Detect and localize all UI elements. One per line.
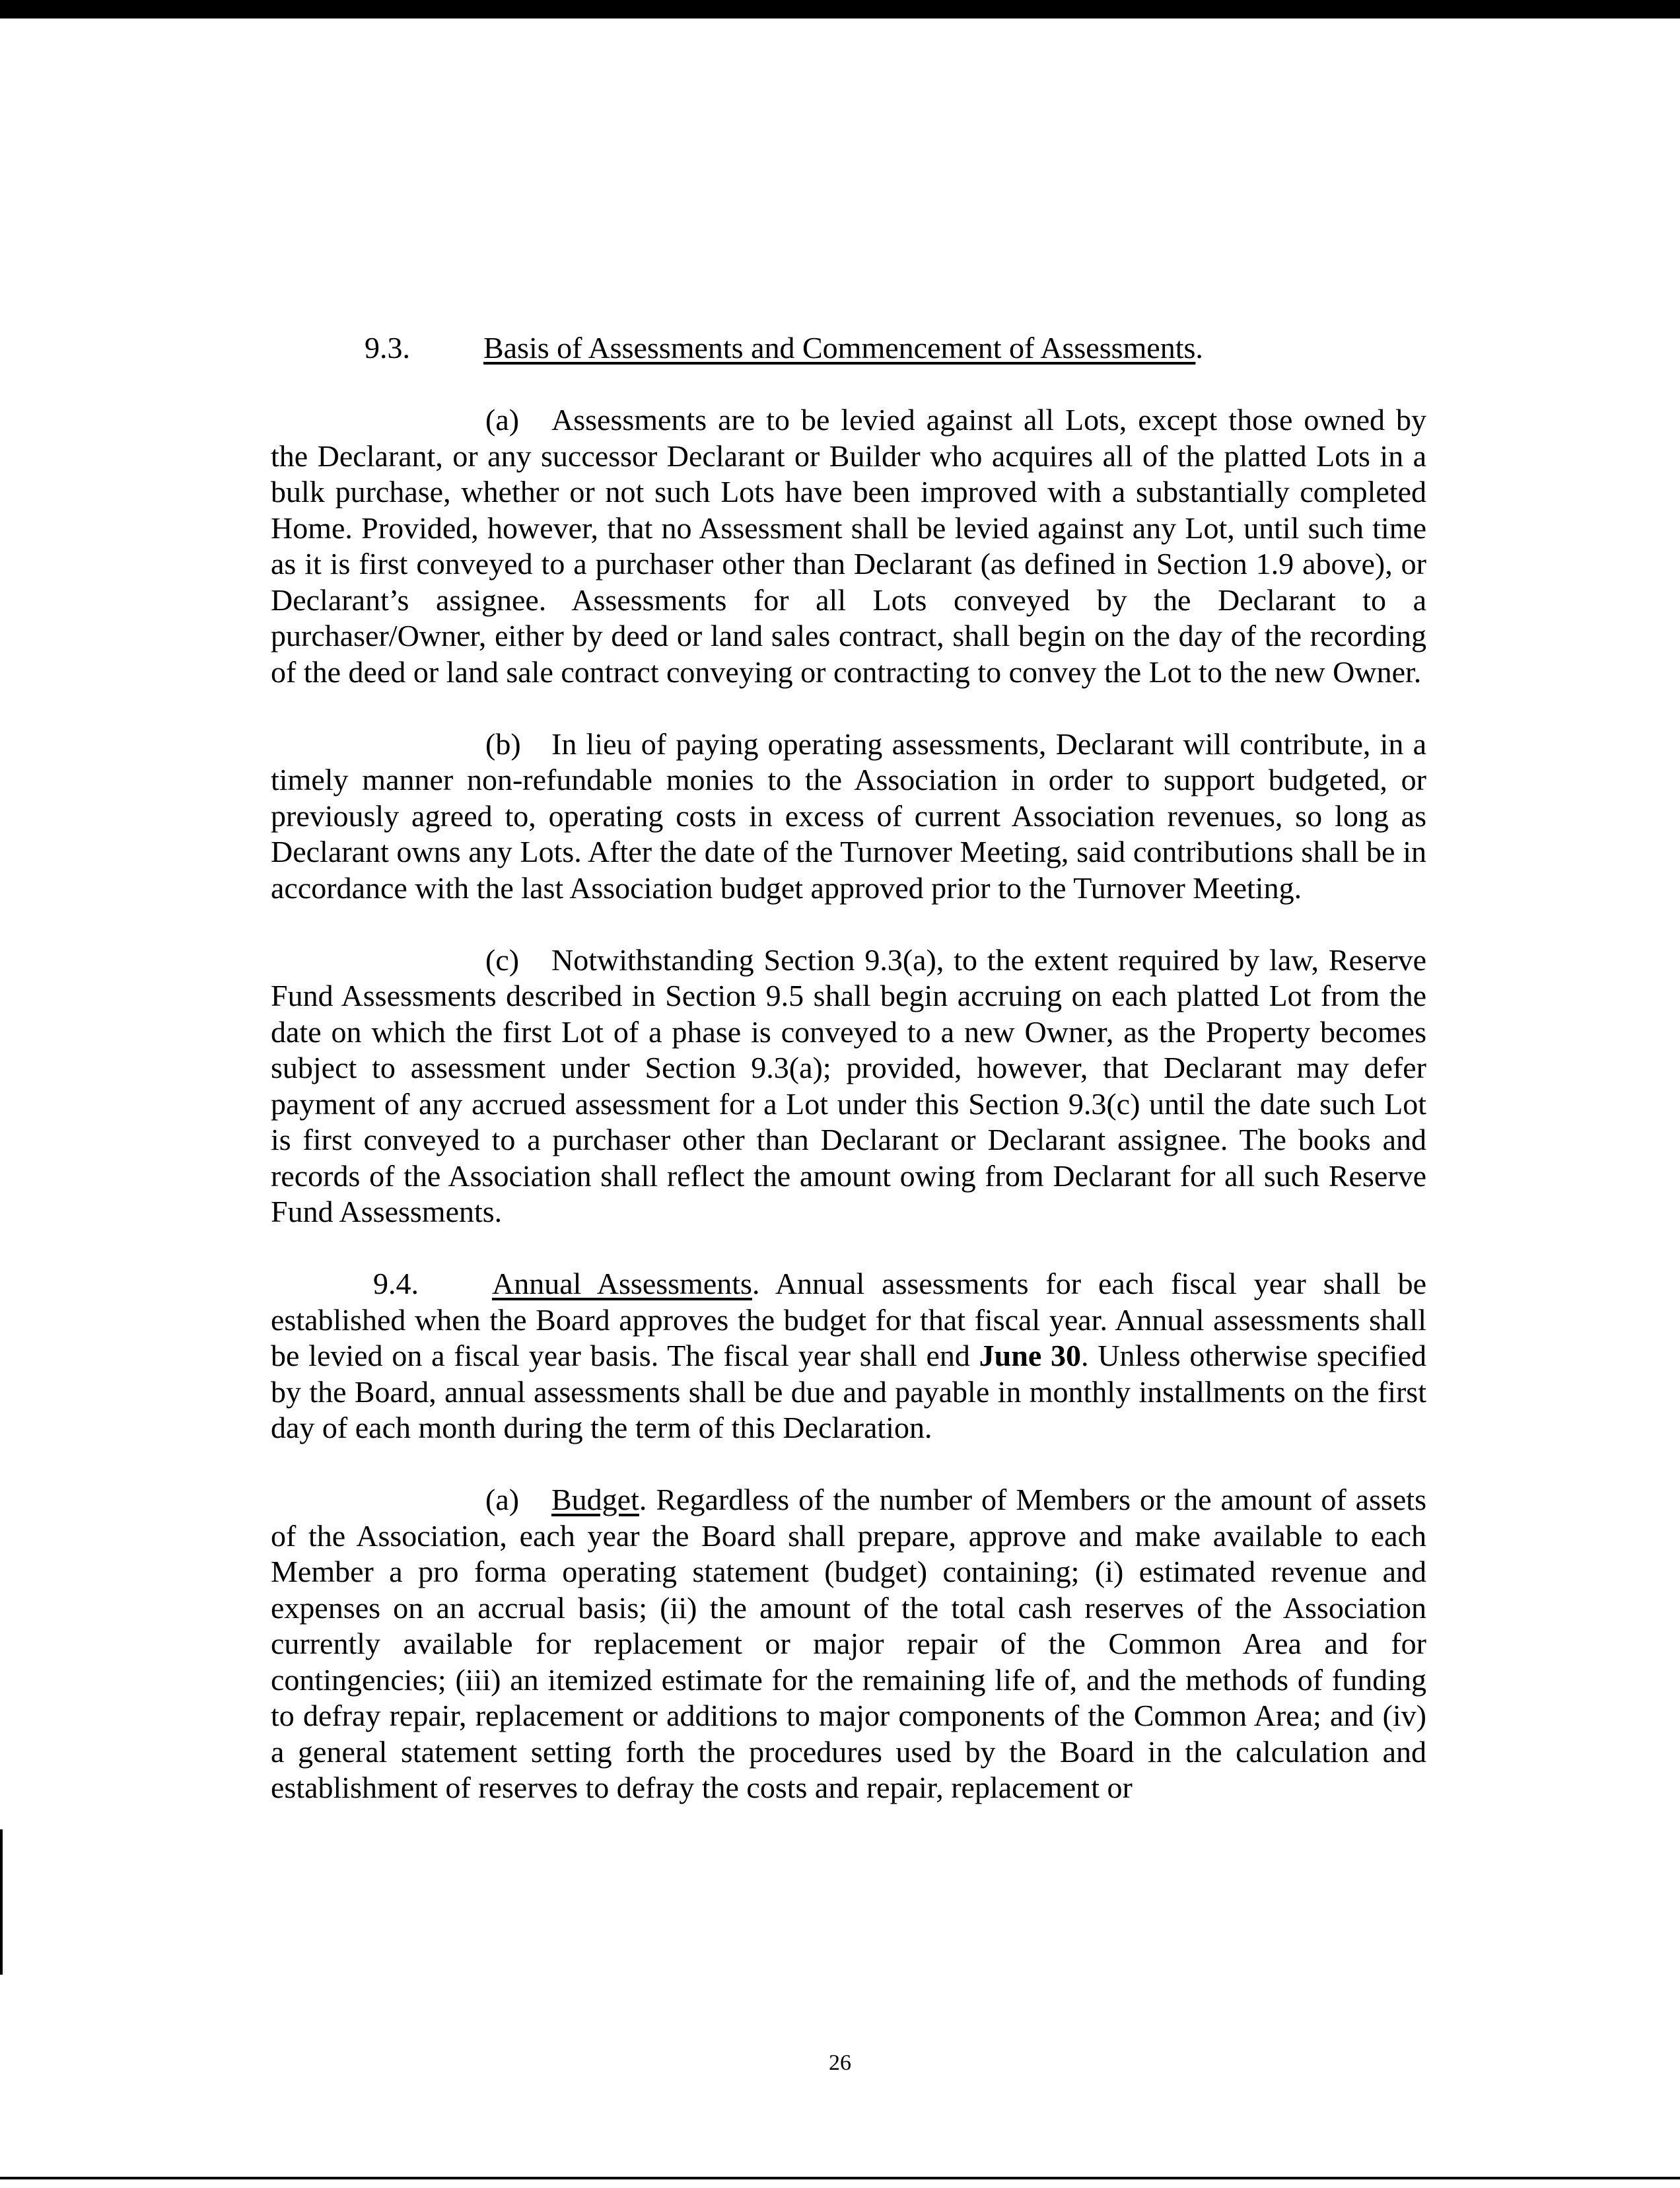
paragraph-title: Budget <box>551 1483 639 1516</box>
paragraph-label: (a) <box>485 1483 520 1516</box>
scan-top-border <box>0 0 1680 18</box>
section-title: Annual Assessments <box>492 1267 752 1300</box>
paragraph-text-continued: . Unless otherwise specified by the Board, annual assessments shall be due and payable in monthly installments on the first day of each month during the term of this Declaration. <box>271 1339 1426 1444</box>
paragraph-9-4-a <box>271 1482 1426 1806</box>
paragraph-text: Assessments are to be levied against all Lots, except those owned by the Declarant, or any successor Declarant or Builder who acquires all of the platted Lots in a bulk purchase, whether or not such Lots have been improved with a substantially completed Home. Provided, however, that no Assessment shall be levied against any Lot, until such time as it is first conveyed to a purchaser other than Declarant (as defined in Section 1.9 above), or Declarant’s assignee. Assessments for all Lots conveyed by the Declarant to a purchaser/Owner, either by deed or land sales contract, shall begin on the day of the recording of the deed or land sale contract conveying or contracting to convey the Lot to the new Owner. <box>271 403 1426 689</box>
paragraph-text: . Annual assessments for each fiscal year shall be established when the Board approves the budget for that fiscal year. Annual assessments shall be levied on a fiscal year basis. The fiscal year shall end <box>271 1267 1427 1372</box>
scan-left-edge-mark <box>0 1829 3 1975</box>
page-number: 26 <box>829 2051 851 2075</box>
paragraph-9-3-a <box>271 402 1426 690</box>
paragraph-9-3-c <box>271 942 1426 1230</box>
section-title: Basis of Assessments and Commencement of Assessments <box>483 331 1196 365</box>
paragraph-text: Notwithstanding Section 9.3(a), to the extent required by law, Reserve Fund Assessments described in Section 9.5 shall begin accruing on each platted Lot from the date on which the first Lot of a phase is conveyed to a new Owner, as the Property becomes subject to assessment under Section 9.3(a); provided, however, that Declarant may defer payment of any accrued assessment for a Lot under this Section 9.3(c) until the date such Lot is first conveyed to a purchaser other than Declarant or Declarant assignee. The books and records of the Association shall reflect the amount owing from Declarant for all such Reserve Fund Assessments. <box>271 942 1426 1228</box>
paragraph-text: . Regardless of the number of Members or the amount of assets of the Association, each year the Board shall prepare, approve and make available to each Member a pro forma operating statement (budget) containing; (i) estimated revenue and expenses on an accrual basis; (ii) the amount of the total cash reserves of the Association currently available for replacement or major repair of the Common Area and for contingencies; (iii) an itemized estimate for the remaining life of, and the methods of funding to defray repair, replacement or additions to major components of the Common Area; and (iv) a general statement setting forth the procedures used by the Board in the calculation and establishment of reserves to defray the costs and repair, replacement or <box>271 1483 1426 1804</box>
document-body <box>271 330 1426 1806</box>
section-9-4-paragraph <box>271 1266 1426 1446</box>
paragraph-text: In lieu of paying operating assessments, Declarant will contribute, in a timely manner non-refundable monies to the Association in order to support budgeted, or previously agreed to, operating costs in excess of current Association revenues, so long as Declarant owns any Lots. After the date of the Turnover Meeting, said contributions shall be in accordance with the last Association budget approved prior to the Turnover Meeting. <box>271 726 1426 905</box>
section-9-3-heading <box>271 330 1426 367</box>
paragraph-label: (c) <box>485 942 520 977</box>
section-number: 9.3. <box>365 331 410 365</box>
paragraph-label: (a) <box>485 403 520 437</box>
scan-bottom-border <box>0 2177 1680 2179</box>
paragraph-label: (b) <box>485 726 521 761</box>
section-number: 9.4. <box>373 1267 419 1300</box>
paragraph-9-3-b <box>271 726 1426 907</box>
section-title-period: . <box>1195 331 1203 365</box>
fiscal-year-end-date: June 30 <box>979 1339 1082 1372</box>
